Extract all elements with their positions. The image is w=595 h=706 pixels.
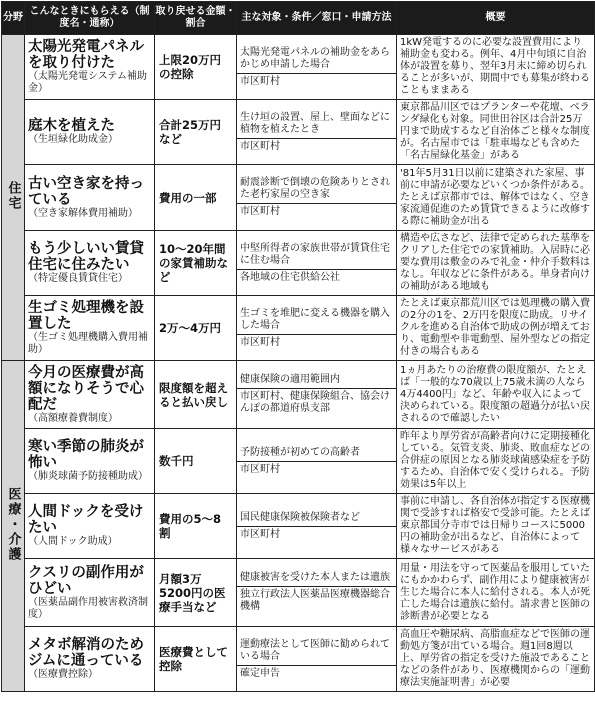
summary-text: '81年5月31日以前に建築された家屋、事前に申請が必要などいくつか条件がある。たとえば京都市では、解体ではなく、空き家流通促進のため賃貸できるように改修する際に補助金が出る: [400, 167, 590, 227]
benefits-table: [1, 1, 595, 692]
case-title: 庭木を植えた: [28, 118, 115, 134]
condition-text: 国民健康保険被保険者など: [240, 511, 360, 523]
amount-cell: [155, 231, 237, 296]
where-text: 市区町村: [237, 138, 396, 155]
table-row: [2, 361, 595, 429]
table-row: [2, 296, 595, 361]
amount-cell: [155, 165, 237, 231]
table-row: [2, 559, 595, 627]
where-text: 各地域の住宅供給公社: [237, 269, 396, 286]
condition-text: 健康被害を受けた本人または遺族: [240, 572, 390, 583]
category-medical: [2, 361, 25, 692]
case-title: もう少しいい賃貸住宅に住みたい: [28, 241, 144, 273]
condition-cell: [237, 429, 397, 494]
amount-text: 数千円: [159, 454, 194, 468]
summary-text: 高血圧や糖尿病、高脂血症などで医師の運動処方箋が出ている場合。週1回8週以上、厚労省の指定を受けた施設であることなどの条件があり、医療機関からの「運動療法実施証明書」が必要: [400, 629, 590, 688]
condition-text: 耐震診断で倒壊の危険ありとされた老朽家屋の空き家: [240, 177, 390, 200]
summary-cell: [397, 100, 595, 165]
where-text: 独立行政法人医薬品医療機器総合機構: [237, 586, 396, 615]
case-cell: [25, 35, 155, 100]
where-text: 確定申告: [237, 665, 396, 682]
case-subtitle: （肺炎球菌予防接種助成）: [28, 471, 148, 482]
summary-cell: [397, 429, 595, 494]
table-row: [2, 165, 595, 231]
where-text: 市区町村: [237, 334, 396, 351]
case-subtitle: （太陽光発電システム補助金）: [28, 71, 147, 94]
case-title: 古い空き家を持っている: [28, 175, 144, 208]
header-summary: 概要: [397, 2, 595, 35]
summary-cell: [397, 494, 595, 559]
table-row: [2, 100, 595, 165]
condition-text: 太陽光発電パネルの補助金をあらかじめ申請した場合: [240, 46, 390, 70]
header-case: こんなときにもらえる（制度名・通称）: [25, 2, 155, 35]
header-conditions: 主な対象・条件／窓口・申請方法: [237, 2, 397, 35]
case-subtitle: （生ゴミ処理機購入費用補助）: [28, 332, 148, 355]
amount-text: 限度額を超えると払い戻し: [159, 380, 228, 409]
summary-text: 事前に申請し、各自治体が指定する医療機関で受診すれば格安で受診可能。たとえば東京都国分寺市では日帰りコースに5000円の補助金が出るなど、自治体によって様々なサービスがある: [400, 496, 590, 555]
case-cell: [25, 429, 155, 494]
header-category: 分野: [2, 2, 25, 35]
category-housing: [2, 35, 25, 361]
amount-text: 医療費として控除: [159, 645, 228, 673]
amount-text: 2万〜4万円: [159, 321, 222, 335]
amount-text: 費用の一部: [159, 190, 217, 205]
case-title: 太陽光発電パネルを取り付けた: [28, 39, 144, 71]
condition-cell: [237, 627, 397, 692]
summary-text: 東京都品川区ではプランターや花壇、ベランダ緑化も対象。同世田谷区は合計25万円まで助成するなど自治体ごと様々な制度が。名古屋市では「駐車場なども含めた「名古屋緑化基金」がある: [400, 102, 590, 161]
amount-cell: [155, 429, 237, 494]
summary-cell: [397, 165, 595, 231]
case-subtitle: （特定優良賃貸住宅）: [28, 273, 128, 284]
case-title: 人間ドックを受けたい: [28, 504, 144, 536]
summary-cell: [397, 361, 595, 429]
amount-text: 上限20万円の控除: [159, 53, 222, 81]
case-cell: [25, 627, 155, 692]
summary-cell: [397, 559, 595, 627]
where-text: 市区町村: [237, 461, 396, 478]
where-text: 市区町村、健康保険組合、協会けんぽの都道府県支部: [237, 388, 396, 417]
condition-cell: [237, 100, 397, 165]
case-cell: [25, 361, 155, 429]
table-row: [2, 494, 595, 559]
condition-text: 生ゴミを堆肥に変える機器を購入した場合: [240, 307, 390, 331]
case-cell: [25, 165, 155, 231]
amount-text: 10〜20年間の家賃補助など: [159, 242, 228, 284]
header-amount: 取り戻せる金額・割合: [155, 2, 237, 35]
summary-text: 構造や広さなど、法律で定められた基準をクリアした住宅での家賃補助。入居時に必要な費用は敷金のみで礼金・仲介手数料はなし。年収などに条件がある。単身者向けの補助がある地域も: [400, 233, 590, 292]
amount-cell: [155, 100, 237, 165]
amount-cell: [155, 627, 237, 692]
where-text: 市区町村: [237, 73, 396, 90]
summary-cell: [397, 296, 595, 361]
case-title: クスリの副作用がひどい: [28, 564, 144, 597]
summary-text: たとえば東京都荒川区では処理機の購入費の2分の1を、2万円を限度に助成。リサイクルを進める自治体で助成の例が増えており、電動型や非電動型、屋外型などの指定付きの場合もある: [400, 298, 590, 357]
amount-cell: [155, 361, 237, 429]
case-subtitle: （医薬品副作用被害救済制度）: [28, 596, 148, 620]
category-housing-label: 住宅: [5, 180, 21, 211]
case-cell: [25, 231, 155, 296]
condition-text: 運動療法として医師に勧められている場合: [240, 638, 390, 662]
case-cell: [25, 100, 155, 165]
summary-text: 昨年より厚労省が高齢者向けに定期接種化している。気管支炎、肺炎、敗血症などの合併症の原因となる肺炎球菌感染症を予防するため、自治体で安く受けられる。予防効果は5年以上: [400, 431, 590, 490]
table-row: [2, 627, 595, 692]
case-cell: [25, 494, 155, 559]
table-row: [2, 429, 595, 494]
amount-cell: [155, 35, 237, 100]
case-subtitle: （空き家解体費用補助）: [28, 207, 138, 219]
condition-text: 中堅所得者の家族世帯が賃貸住宅に住む場合: [240, 242, 390, 266]
case-title: 生ゴミ処理機を設置した: [28, 300, 144, 332]
where-text: 市区町村: [237, 203, 396, 220]
case-title: 寒い季節の肺炎が怖い: [28, 439, 144, 471]
amount-text: 費用の5〜8割: [159, 512, 222, 540]
condition-text: 健康保険の適用範囲内: [240, 374, 340, 385]
condition-text: 予防接種が初めての高齢者: [240, 446, 360, 458]
case-subtitle: （人間ドック助成）: [28, 536, 118, 547]
case-subtitle: （医療費控除）: [28, 669, 98, 680]
condition-cell: [237, 559, 397, 627]
case-cell: [25, 296, 155, 361]
condition-cell: [237, 361, 397, 429]
summary-cell: [397, 627, 595, 692]
category-medical-label: 医療・介護: [5, 486, 21, 562]
case-subtitle: （生垣緑化助成金）: [28, 134, 118, 145]
condition-cell: [237, 296, 397, 361]
summary-cell: [397, 35, 595, 100]
summary-text: 用量・用法を守って医薬品を服用していたにもかかわらず、副作用により健康被害が生じた場合に本人に給付される。本人が死亡した場合は遺族に給付。請求書と医師の診断書が必要となる: [400, 562, 590, 622]
case-cell: [25, 559, 155, 627]
amount-cell: [155, 494, 237, 559]
summary-cell: [397, 231, 595, 296]
amount-cell: [155, 296, 237, 361]
condition-cell: [237, 231, 397, 296]
amount-text: 合計25万円など: [159, 118, 222, 146]
case-title: メタボ解消のためジムに通っている: [28, 637, 144, 669]
summary-text: 1ヵ月あたりの治療費の限度額が、たとえば「一般的な70歳以上75歳未満の人なら4万4400円」など、年齢や収入によって決められている。限度額の超過分が払い戻されるので確認したい: [400, 364, 590, 424]
table-row: [2, 35, 595, 100]
condition-cell: [237, 35, 397, 100]
condition-cell: [237, 494, 397, 559]
case-subtitle: （高額療養費制度）: [28, 412, 118, 424]
table-header-row: [2, 2, 595, 35]
where-text: 市区町村: [237, 526, 396, 543]
summary-text: 1kW発電するのに必要な設置費用により補助金も変わる。例年、4月中旬頃に自治体が設置を募り、翌年3月末に締め切られることが多いが、期間中でも募集が終わることもままある: [400, 37, 590, 96]
amount-text: 月額3万5200円の医療手当など: [159, 571, 226, 614]
amount-cell: [155, 559, 237, 627]
condition-text: 生け垣の設置、屋上、壁面などに植物を植えたとき: [240, 111, 390, 135]
table-row: [2, 231, 595, 296]
case-title: 今月の医療費が高額になりそうで心配だ: [28, 364, 144, 413]
condition-cell: [237, 165, 397, 231]
